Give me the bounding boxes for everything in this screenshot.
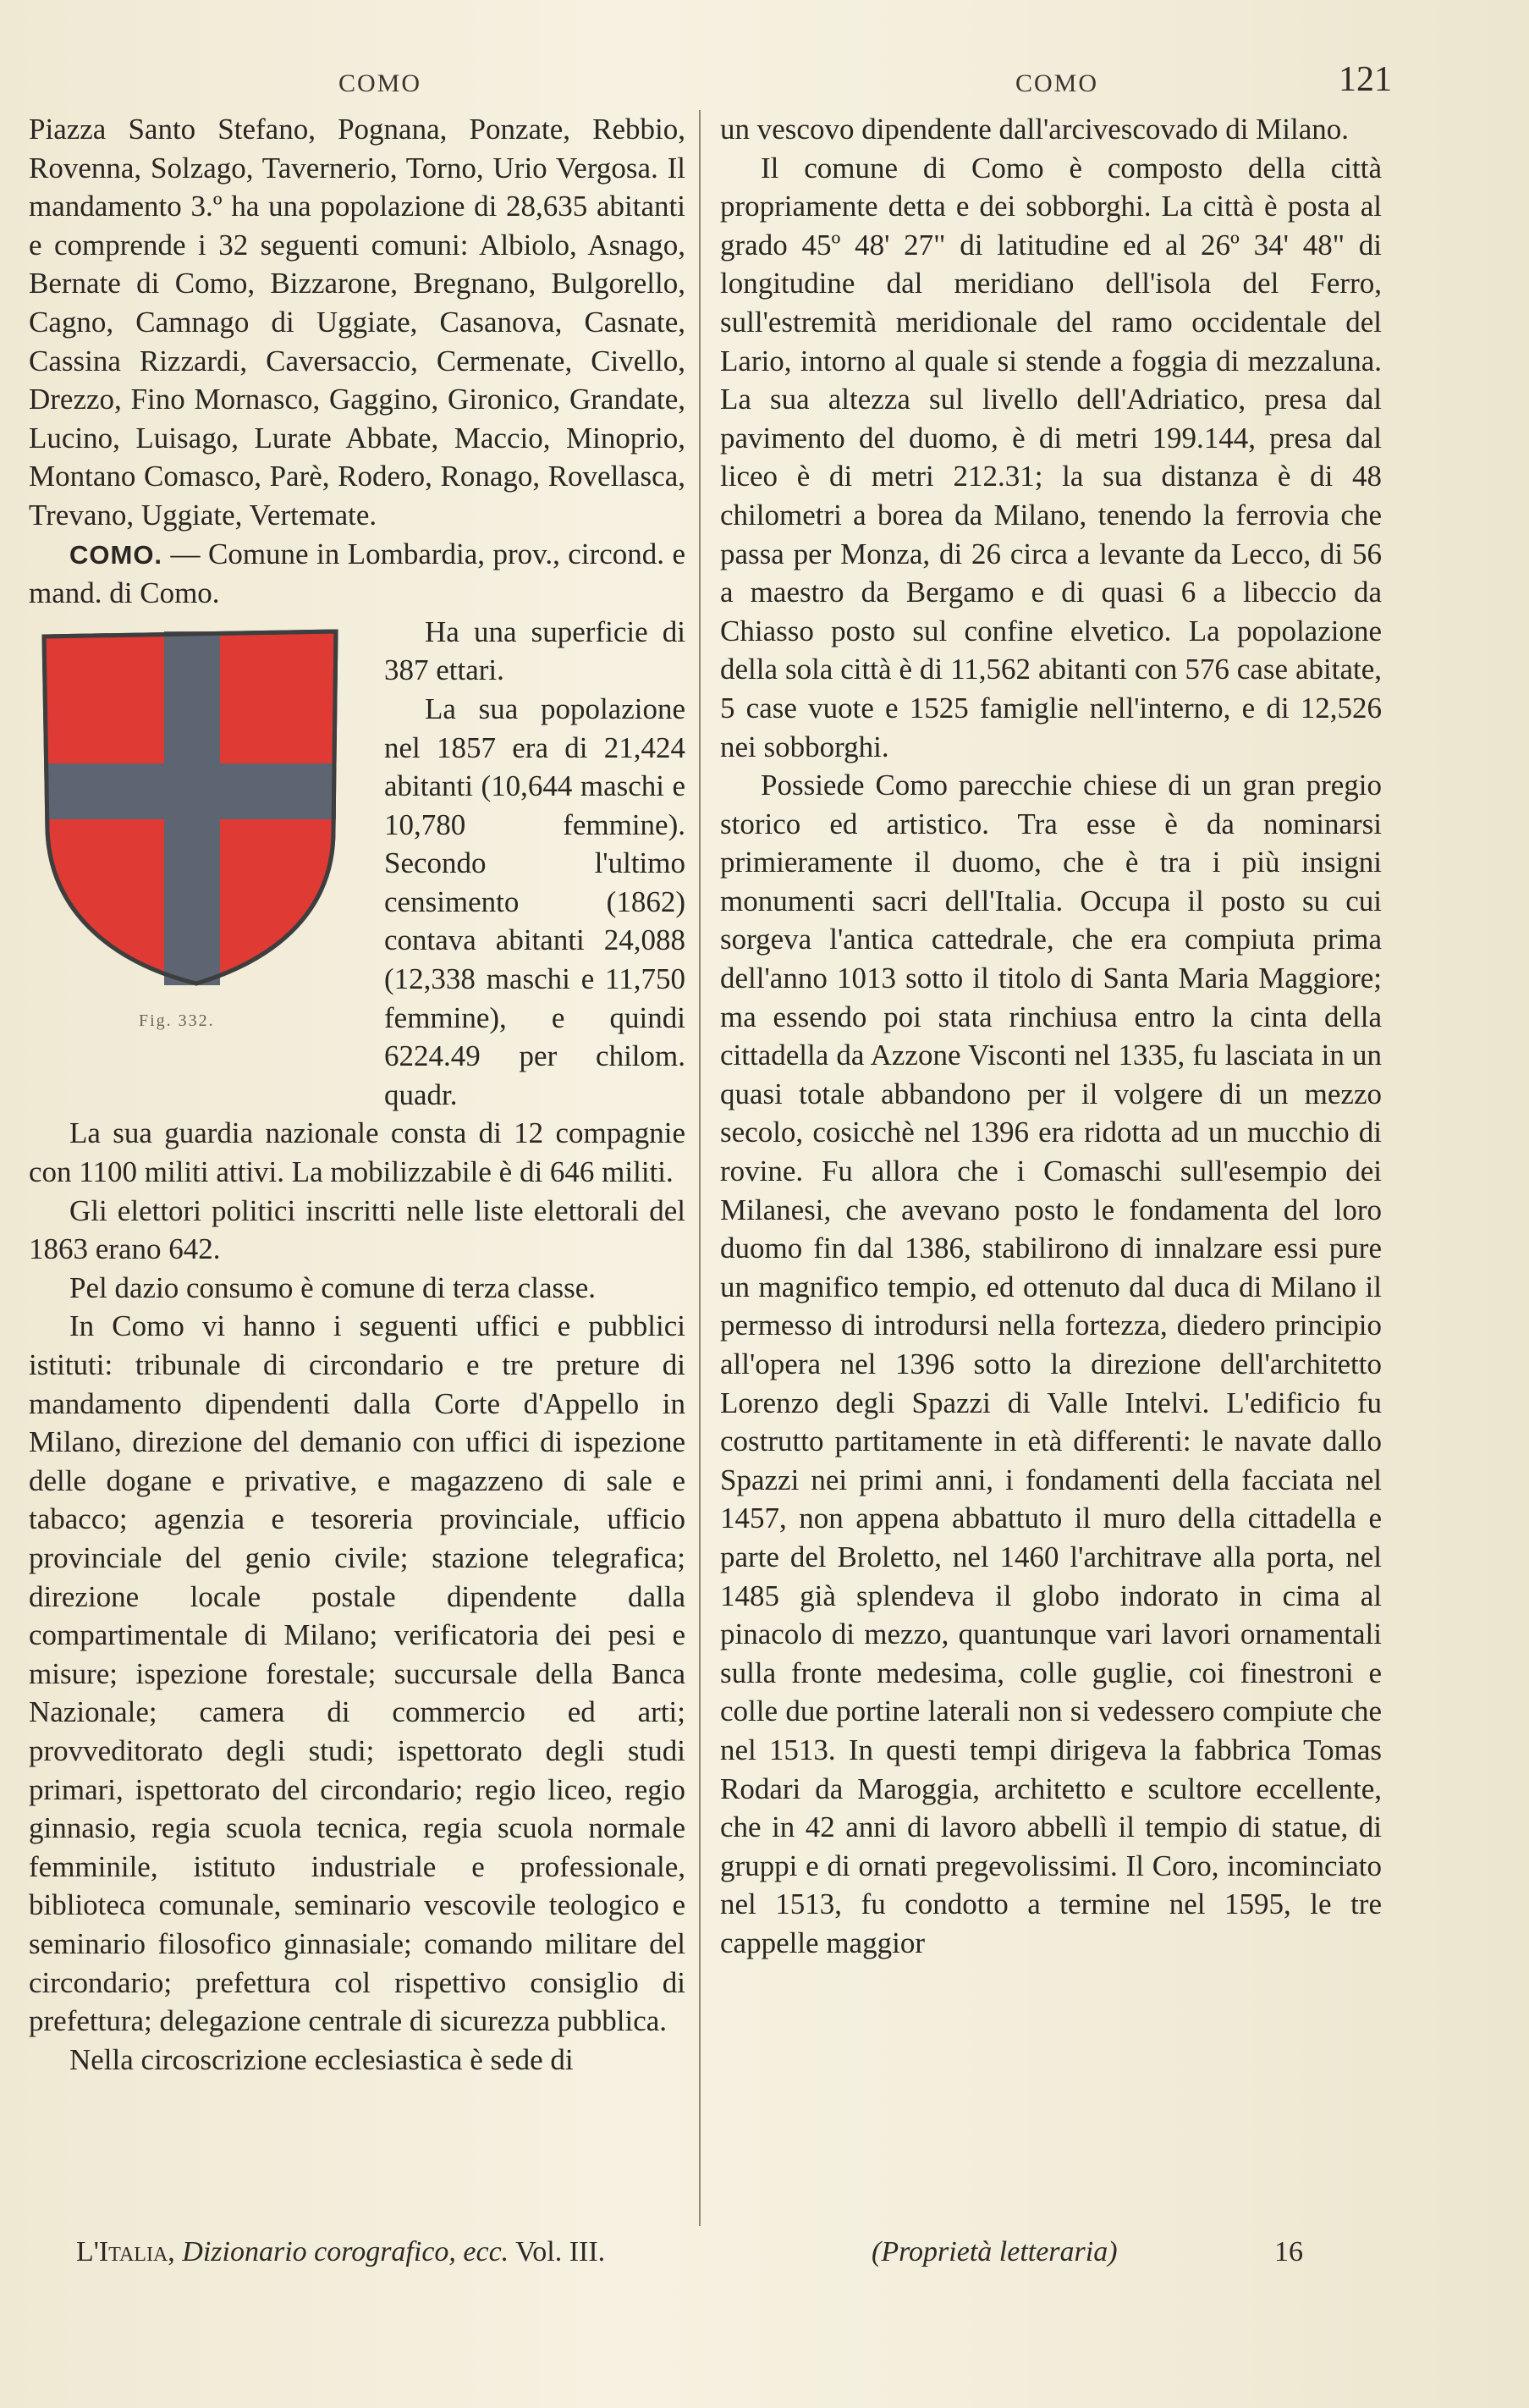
paragraph-dazio: Pel dazio consumo è comune di terza classe. xyxy=(69,1270,597,1304)
paragraph-duomo: Possiede Como parecchie chiese di un gran pregio storico ed artistico. Tra esse è da nominarsi primieramente il duomo, che è tra i più insigni monumenti sacri dell'Italia. Occupa il posto su cui sorgeva l'antica cattedrale, che era compiuta prima dell'anno 1013 sotto il titolo di Santa Maria Maggiore; ma essendo poi stata rinchiusa entro la cinta della cittadella da Azzone Visconti nel 1335, fu lasciata in un quasi totale abbandono per il volgere di un mezzo secolo, cosicchè nel 1396 era ridotta ad un mucchio di rovine. Fu allora che i Comaschi sull'esempio dei Milanesi, che avevano posto le fondamenta del loro duomo fin dal 1386, stabilirono di innalzare essi pure un magnifico tempio, ed ottenuto dal duca di Milano il permesso di introdursi nella fortezza, diedero principio all'opera nel 1396 sotto la direzione dell'architetto Lorenzo degli Spazzi di Valle Intelvi. L'edificio fu costrutto partitamente in età differenti: le navate dallo Spazzi nei primi anni, i fondamenti della facciata nel 1457, non appena abbattuto il muro della cittadella e parte del Broletto, nel 1460 l'architrave alla porta, nel 1485 già splendeva il globo indorato in cima al pinacolo di mezzo, quantunque vari lavori ornamentali sulla fronte medesima, colle guglie, coi finestroni e colle due portine laterali non si vedessero compiute che nel 1513. In questi tempi dirigeva la fabbrica Tomas Rodari da Maroggia, architetto e scultore eccellente, che in 42 anni di lavoro abbellì il tempio di statue, di gruppi e di ornati pregevolissimi. Il Coro, incominciato nel 1513, fu condotto a termine nel 1595, le tre cappelle maggior xyxy=(720,769,1382,1959)
running-head-right: COMO xyxy=(1015,69,1099,97)
paragraph-mandamento: Piazza Santo Stefano, Pognana, Ponzate, Rebbio, Rovenna, Solzago, Tavernerio, Torno, Urio Vergosa. Il mandamento 3.º ha una popolazione di 28,635 abitanti e comprende i 32 seguenti comuni: Albiolo, Asnago, Bernate di Como, Bizzarone, Bregnano, Bulgorello, Cagno, Camnago di Uggiate, Casanova, Casnate, Cassina Rizzardi, Caversaccio, Cermenate, Civello, Drezzo, Fino Mornasco, Gaggino, Gironico, Grandate, Lucino, Luisago, Lurate Abbate, Maccio, Minoprio, Montano Comasco, Parè, Rodero, Ronago, Rovellasca, Trevano, Uggiate, Vertemate. xyxy=(29,113,685,532)
paragraph-guardia: La sua guardia nazionale consta di 12 compagnie con 1100 militi attivi. La mobilizzabile è di 646 militi. xyxy=(29,1116,685,1189)
page-number: 121 xyxy=(1339,60,1392,99)
footer-publication xyxy=(76,2236,605,2268)
paragraph-popolazione: La sua popolazione nel 1857 era di 21,424 abitanti (10,644 maschi e 10,780 femmine). Secondo l'ultimo censimento (1862) contava abitanti 24,088 (12,338 maschi e 11,750 femmine), e quindi 6224.49 per chilom. quadr. xyxy=(384,692,685,1111)
left-column xyxy=(29,110,685,2079)
entry-intro xyxy=(29,535,685,613)
right-column xyxy=(720,110,1382,1963)
footer-copyright: (Proprietà letteraria) xyxy=(872,2236,1118,2267)
figure-caption: Fig. 332. xyxy=(139,1011,215,1030)
footer-signature-number: 16 xyxy=(1274,2236,1303,2267)
entry-headword: COMO. xyxy=(69,539,163,570)
paragraph-elettori: Gli elettori politici inscritti nelle liste elettorali del 1863 erano 642. xyxy=(29,1193,685,1266)
paragraph-diocesi: Nella circoscrizione ecclesiastica è sede di xyxy=(69,2042,574,2076)
paragraph-geografia: Il comune di Como è composto della città propriamente detta e dei sobborghi. La città è posta al grado 45º 48' 27" di latitudine ed al 26º 34' 48" di longitudine dal meridiano dell'isola del Ferro, sull'estremità meridionale del ramo occidentale del Lario, intorno al quale si stende a foggia di mezzaluna. La sua altezza sul livello dell'Adriatico, presa dal pavimento del duomo, è di metri 199.144, presa dal liceo è di metri 212.31; la sua distanza è di 48 chilometri a borea da Milano, tenendo la ferrovia che passa per Monza, di 26 circa a levante da Lecco, di 56 a maestro da Bergamo e di quasi 6 a libeccio da Chiasso posto sul confine elvetico. La popolazione della sola città è di 11,562 abitanti con 576 case abitate, 5 case vuote e 1525 famiglie nell'interno, e di 12,526 nei sobborghi. xyxy=(720,151,1382,763)
paragraph-vescovo: un vescovo dipendente dall'arcivescovado di Milano. xyxy=(720,113,1350,146)
coat-of-arms-figure xyxy=(29,620,367,1077)
paragraph-uffici: In Como vi hanno i seguenti uffici e pubblici istituti: tribunale di circondario e tre preture di mandamento dipendenti dalla Corte d'Appello in Milano, direzione del demanio con uffici di ispezione delle dogane e privative, e magazzeno di sale e tabacco; agenzia e tesoreria provinciale, ufficio provinciale del genio civile; stazione telegrafica; direzione locale postale dipendente dalla compartimentale di Milano; verificatoria dei pesi e misure; ispezione forestale; succursale della Banca Nazionale; camera di commercio ed arti; provveditorato degli studi; ispettorato degli studi primari, ispettorato del circondario; regio liceo, regio ginnasio, regia scuola tecnica, regia scuola normale femminile, istituto industriale e professionale, biblioteca comunale, seminario vescovile teologico e seminario filosofico ginnasiale; comando militare del circondario; prefettura col rispettivo consiglio di prefettura; delegazione centrale di sicurezza pubblica. xyxy=(29,1309,685,2038)
footer-publication-title: Dizionario corografico, ecc. xyxy=(182,2236,509,2267)
coat-of-arms-icon xyxy=(36,620,349,992)
footer-publication-name: L'Italia, xyxy=(76,2236,175,2267)
paragraph-superficie: Ha una superficie di 387 ettari. xyxy=(384,614,685,687)
column-divider xyxy=(699,110,701,2226)
footer-volume: Vol. III. xyxy=(515,2236,606,2267)
entry-intro-text: — Comune in Lombardia, prov., circond. e mand. di Como. xyxy=(29,537,685,610)
running-head-left: COMO xyxy=(338,69,422,97)
